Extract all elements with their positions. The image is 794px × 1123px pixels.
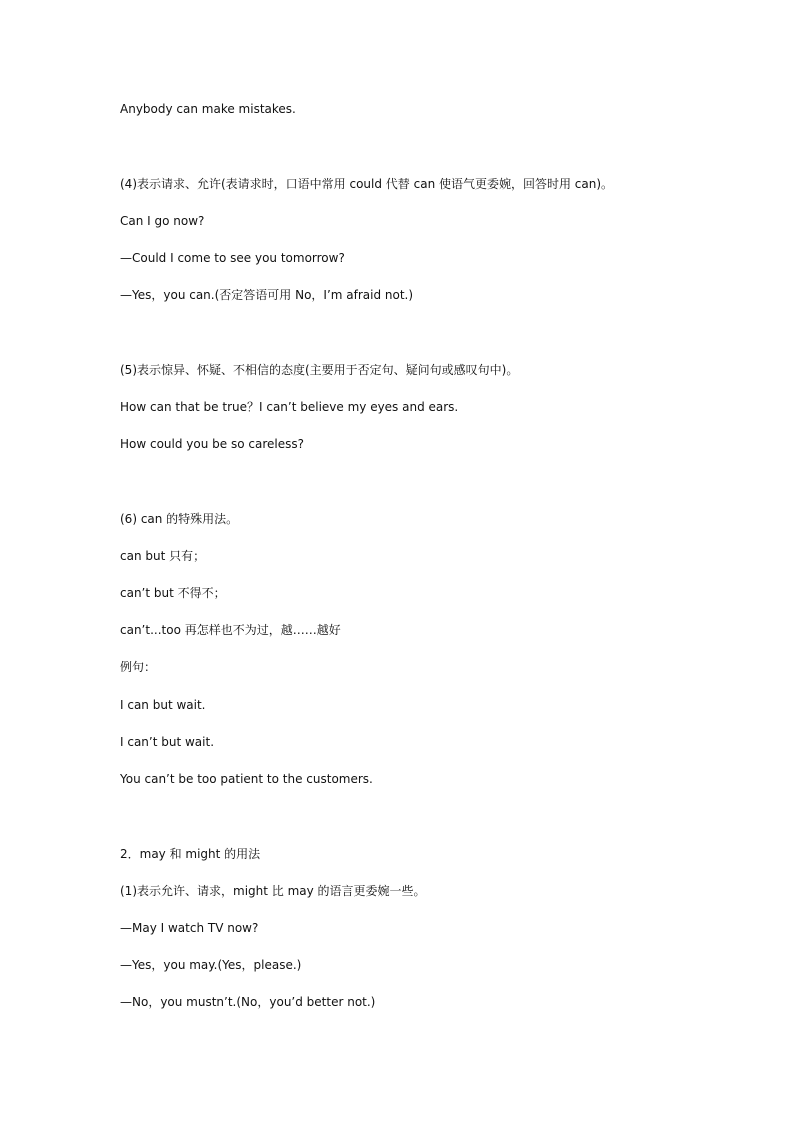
example-sentence: I can’t but wait. [120,735,215,749]
section-heading-5: (5)表示惊异、怀疑、不相信的态度(主要用于否定句、疑问句或感叹句中)。 [120,363,519,377]
example-sentence: You can’t be too patient to the customers. [120,772,373,786]
usage-item: can’t but 不得不； [120,586,226,600]
dialogue-line: —Yes，you may.(Yes，please.) [120,958,302,972]
example-sentence: Anybody can make mistakes. [120,102,296,116]
examples-label: 例句： [120,660,157,674]
dialogue-line: —No，you mustn’t.(No，you’d better not.) [120,995,376,1009]
example-sentence: Can I go now? [120,214,205,228]
dialogue-line: —May I watch TV now? [120,921,259,935]
usage-item: can but 只有； [120,549,206,563]
example-sentence: How can that be true？I can’t believe my eyes and ears. [120,400,459,414]
section-heading-2: 2．may 和 might 的用法 [120,847,261,861]
usage-item: can’t...too 再怎样也不为过，越……越好 [120,623,341,637]
example-sentence: I can but wait. [120,698,206,712]
section-heading-6: (6) can 的特殊用法。 [120,512,239,526]
dialogue-line: —Yes，you can.(否定答语可用 No，I’m afraid not.) [120,288,414,302]
example-sentence: How could you be so careless? [120,437,304,451]
section-heading-1: (1)表示允许、请求，might 比 may 的语言更委婉一些。 [120,884,426,898]
section-heading-4: (4)表示请求、允许(表请求时，口语中常用 could 代替 can 使语气更委婉，回答时用 can)。 [120,177,614,191]
dialogue-line: —Could I come to see you tomorrow? [120,251,345,265]
